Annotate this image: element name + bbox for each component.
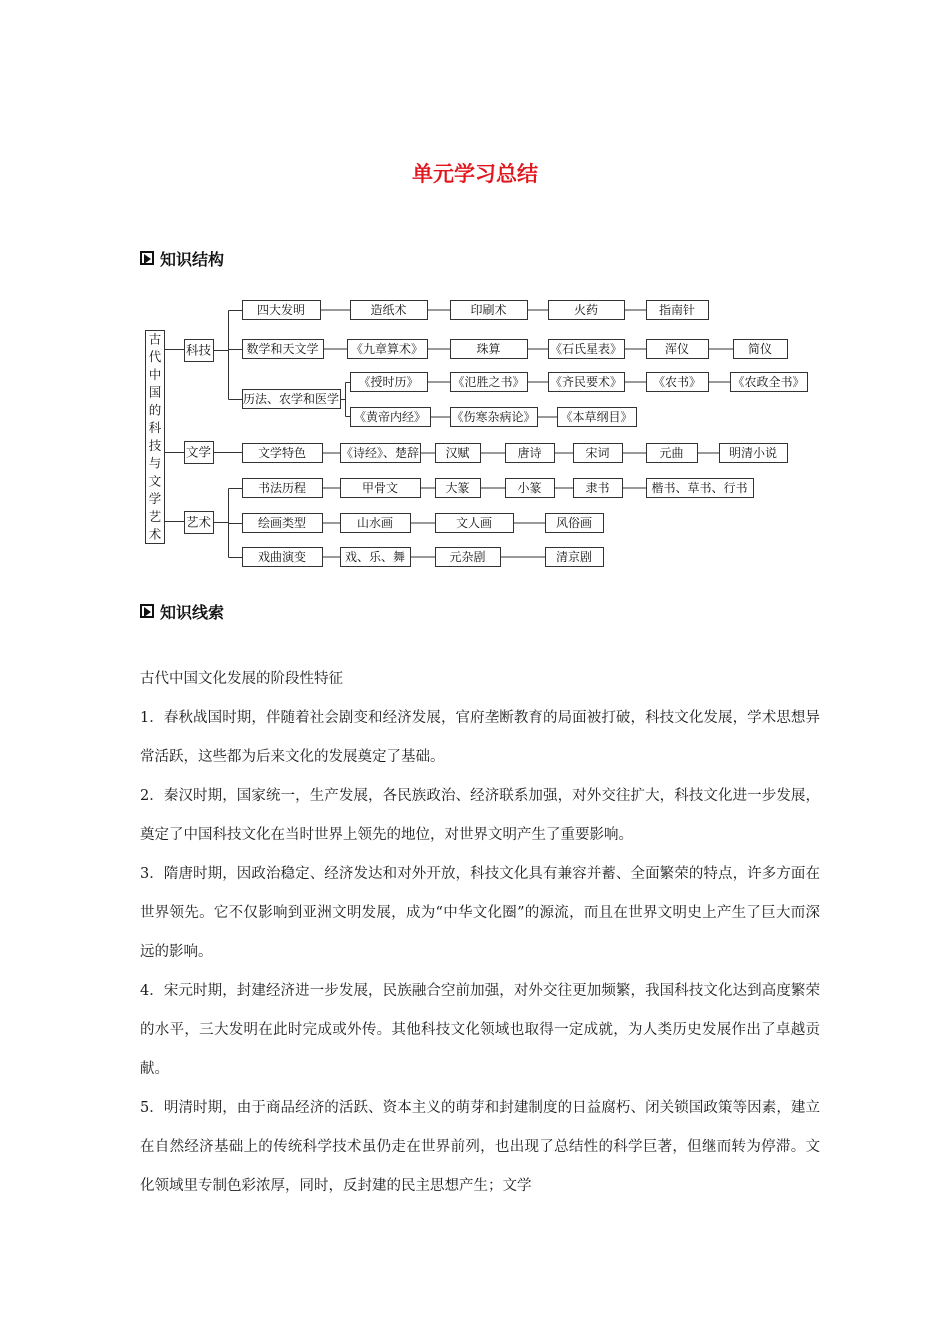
literature-row-node-5: [647, 444, 698, 463]
clue-paragraph-1: 1．春秋战国时期，伴随着社会剧变和经济发展，官府垄断教育的局面被打破，科技文化发展，学术思想异常活跃，这些都为后来文化的发展奠定了基础。: [140, 710, 820, 765]
art-row2-node-1: [341, 514, 411, 533]
art-row2-node-2-label: 文人画: [455, 516, 493, 530]
literature-row-node-6: [720, 444, 788, 463]
tech-row3a-node-2: [549, 373, 625, 392]
tech-row3a-node-1: [451, 373, 528, 392]
literature-row-node-0: [243, 444, 323, 463]
tech-row3a-node-0: [351, 373, 428, 392]
tech-row2-node-5: [734, 340, 788, 359]
art-row1-node-4: [574, 479, 623, 498]
tech-row3b-node-2-label: 《本草纲目》: [560, 410, 633, 424]
tech-row2-node-1: [348, 340, 428, 359]
tech-row2-node-4-label: 浑仪: [664, 342, 690, 356]
tech-row3-label-label: 历法、农学和医学: [242, 392, 340, 406]
play-triangle-icon: [140, 604, 154, 618]
section-heading-label: 知识线索: [160, 602, 225, 622]
tech-row2-node-2: [451, 340, 528, 359]
page-title: 单元学习总结: [412, 162, 538, 186]
art-row3-node-1: [341, 548, 411, 567]
tech-row2-node-1-label: 《九章算术》: [350, 342, 424, 356]
tech-row2-node-5-label: 简仪: [747, 342, 773, 356]
tech-row1-node-0: [243, 301, 321, 320]
tech-row1-node-0-label: 四大发明: [256, 303, 306, 317]
tech-row2-node-4: [647, 340, 709, 359]
literature-row-node-5-label: 元曲: [659, 446, 684, 460]
tech-row1-node-3-label: 火药: [573, 303, 599, 317]
literature-row-node-4-label: 宋词: [585, 446, 610, 460]
tech-row3a-node-4: [731, 373, 808, 392]
tech-row2-node-3: [549, 340, 625, 359]
art-row1-node-0: [243, 479, 323, 498]
art-row3-node-3: [546, 548, 604, 567]
tech-row1-node-4: [647, 301, 709, 320]
tech-row3a-node-2-label: 《齐民要术》: [549, 375, 623, 389]
tech-row1-node-4-label: 指南针: [658, 303, 696, 317]
tech-row3b-node-1: [451, 408, 538, 427]
tech-row3b-node-1-label: 《伤寒杂病论》: [451, 410, 536, 424]
art-row3-node-1-label: 戏、乐、舞: [344, 550, 406, 564]
clues-intro: 古代中国文化发展的阶段性特征: [140, 671, 343, 687]
literature-row-node-3: [506, 444, 555, 463]
literature-row-node-2-label: 汉赋: [445, 446, 470, 460]
art-row1-node-3: [506, 479, 555, 498]
art-row1-node-4-label: 隶书: [585, 481, 610, 495]
literature-row-node-1-label: 《诗经》、楚辞: [340, 446, 420, 460]
literature-row-node-2: [436, 444, 481, 463]
tech-row3a-node-4-label: 《农政全书》: [732, 375, 805, 389]
art-row2-node-3: [546, 514, 604, 533]
category-tech: [185, 340, 214, 362]
tech-row3-label: [243, 390, 341, 409]
root-node-char: 科: [148, 420, 162, 436]
art-row2-node-0-label: 绘画类型: [257, 516, 307, 530]
art-row1-node-5: [647, 479, 754, 498]
tech-row3b-node-0-label: 《黄帝内经》: [353, 410, 427, 424]
tech-row3a-node-1-label: 《氾胜之书》: [452, 375, 525, 389]
root-node-char: 学: [148, 491, 162, 507]
root-node-char: 国: [148, 384, 162, 400]
tech-row2-node-2-label: 珠算: [476, 342, 501, 356]
tech-row1-node-2: [451, 301, 528, 320]
literature-row-node-6-label: 明清小说: [728, 446, 778, 460]
art-row2-node-2: [436, 514, 514, 533]
section-heading-label: 知识结构: [160, 249, 225, 269]
art-row2-node-0: [243, 514, 323, 533]
category-art: [185, 512, 214, 534]
tech-row3a-node-3: [647, 373, 709, 392]
literature-row-node-1: [341, 444, 421, 463]
tech-row3a-node-3-label: 《农书》: [652, 375, 702, 389]
literature-row-node-3-label: 唐诗: [517, 446, 542, 460]
literature-row-node-0-label: 文学特色: [257, 446, 307, 460]
art-row1-node-2-label: 大篆: [445, 481, 470, 495]
clue-paragraph-2: 2．秦汉时期，国家统一，生产发展，各民族政治、经济联系加强，对外交往扩大，科技文化进一步发展，奠定了中国科技文化在当时世界上领先的地位，对世界文明产生了重要影响。: [140, 788, 820, 843]
root-node-char: 的: [148, 402, 162, 418]
art-row1-node-1-label: 甲骨文: [361, 481, 399, 495]
art-row2-node-3-label: 风俗画: [555, 516, 593, 530]
art-row1-node-1: [341, 479, 421, 498]
clue-paragraph-3: 3．隋唐时期，因政治稳定、经济发达和对外开放，科技文化具有兼容并蓄、全面繁荣的特点，许多方面在世界领先。它不仅影响到亚洲文明发展，成为“中华文化圈”的源流，而且在世界文明史上产生了巨大而深远的影响。: [140, 866, 820, 960]
section-heading-clues: [140, 600, 224, 622]
root-node: [146, 331, 165, 544]
root-node-char: 术: [148, 526, 162, 542]
tech-row3b-node-2: [558, 408, 637, 427]
tech-row1-node-2-label: 印刷术: [470, 303, 507, 317]
art-row1-node-3-label: 小篆: [517, 481, 542, 495]
tech-row1-node-1: [351, 301, 428, 320]
tech-row3b-node-0: [351, 408, 431, 427]
art-row1-node-0-label: 书法历程: [257, 481, 307, 495]
root-node-char: 文: [148, 473, 162, 489]
category-art-label: 艺术: [185, 514, 212, 530]
tech-row3a-node-0-label: 《授时历》: [358, 375, 419, 389]
clue-paragraph-4: 4．宋元时期，封建经济进一步发展，民族融合空前加强，对外交往更加频繁，我国科技文化达到高度繁荣的水平，三大发明在此时完成或外传。其他科技文化领域也取得一定成就，为人类历史发展作出了卓越贡献。: [140, 983, 820, 1077]
root-node-char: 代: [148, 349, 162, 365]
art-row3-node-0: [243, 548, 323, 567]
category-tech-label: 科技: [185, 342, 212, 358]
art-row3-node-2-label: 元杂剧: [449, 550, 486, 564]
tech-row1-node-1-label: 造纸术: [370, 303, 407, 317]
art-row1-node-2: [436, 479, 481, 498]
art-row3-node-0-label: 戏曲演变: [257, 550, 307, 564]
root-node-char: 与: [148, 455, 162, 471]
clue-paragraph-5: 5．明清时期，由于商品经济的活跃、资本主义的萌芽和封建制度的日益腐朽、闭关锁国政策等因素，建立在自然经济基础上的传统科学技术虽仍走在世界前列，也出现了总结性的科学巨著，但继而转为停滞。文化领域里专制色彩浓厚，同时，反封建的民主思想产生；文学: [140, 1100, 820, 1194]
root-node-char: 技: [148, 437, 162, 453]
clues-text: [140, 660, 820, 1206]
root-node-char: 艺: [148, 508, 162, 524]
knowledge-structure-diagram: [0, 0, 950, 600]
literature-row-node-4: [574, 444, 623, 463]
art-row3-node-2: [436, 548, 501, 567]
tech-row2-node-0-label: 数学和天文学: [246, 342, 319, 356]
tech-row1-node-3: [549, 301, 625, 320]
category-literature: [185, 442, 214, 464]
tech-row2-node-3-label: 《石氏星表》: [549, 342, 623, 356]
art-row1-node-5-label: 楷书、草书、行书: [651, 481, 748, 495]
root-node-char: 中: [148, 366, 162, 382]
art-row3-node-3-label: 清京剧: [555, 550, 593, 564]
root-node-char: 古: [148, 331, 162, 347]
art-row2-node-1-label: 山水画: [356, 516, 394, 530]
tech-row2-node-0: [243, 340, 324, 359]
category-literature-label: 文学: [185, 444, 212, 460]
